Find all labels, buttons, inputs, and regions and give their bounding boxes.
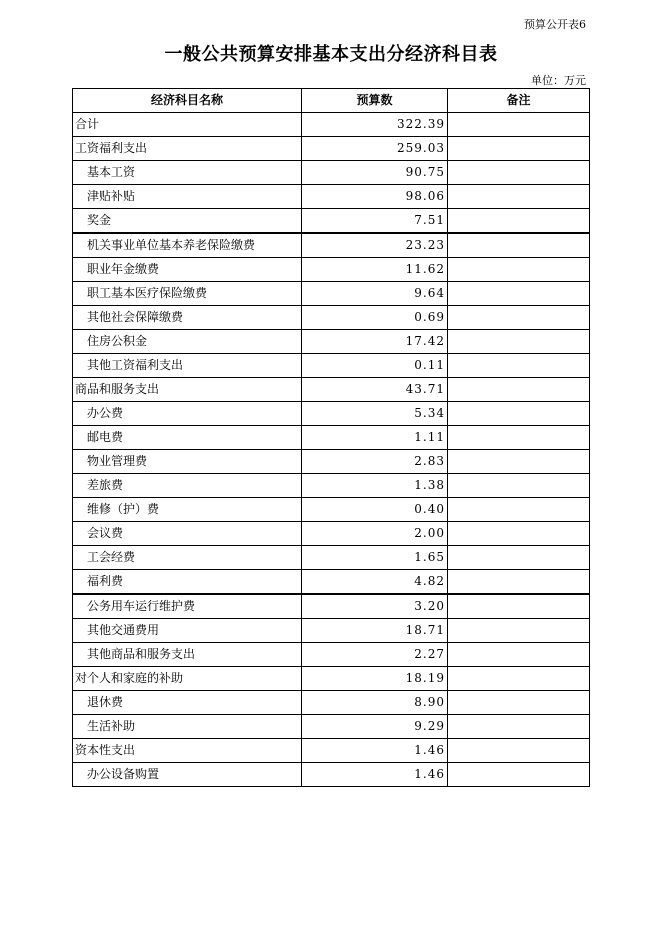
row-amount: 43.71 (302, 378, 448, 402)
row-note (448, 498, 590, 522)
column-header-amount: 预算数 (302, 89, 448, 113)
row-note (448, 594, 590, 619)
table-row (73, 330, 590, 354)
row-amount: 1.46 (302, 763, 448, 787)
row-note (448, 643, 590, 667)
row-amount: 2.83 (302, 450, 448, 474)
row-note (448, 619, 590, 643)
table-row (73, 450, 590, 474)
row-name: 基本工资 (73, 161, 302, 185)
column-header-note: 备注 (448, 89, 590, 113)
row-note (448, 763, 590, 787)
column-header-name: 经济科目名称 (73, 89, 302, 113)
table-row (73, 522, 590, 546)
table-row (73, 233, 590, 258)
table-row (73, 282, 590, 306)
table-row (73, 739, 590, 763)
row-note (448, 570, 590, 595)
row-name: 职业年金缴费 (73, 258, 302, 282)
row-amount: 0.11 (302, 354, 448, 378)
row-name: 物业管理费 (73, 450, 302, 474)
row-amount: 1.46 (302, 739, 448, 763)
row-amount: 98.06 (302, 185, 448, 209)
row-note (448, 378, 590, 402)
row-note (448, 691, 590, 715)
unit-label: 单位：万元 (531, 74, 586, 87)
row-name: 办公设备购置 (73, 763, 302, 787)
row-note (448, 137, 590, 161)
row-note (448, 306, 590, 330)
table-row (73, 498, 590, 522)
table-row (73, 209, 590, 234)
row-amount: 1.11 (302, 426, 448, 450)
row-amount: 9.64 (302, 282, 448, 306)
row-amount: 23.23 (302, 233, 448, 258)
row-amount: 0.40 (302, 498, 448, 522)
row-name: 奖金 (73, 209, 302, 234)
table-row (73, 306, 590, 330)
row-amount: 322.39 (302, 113, 448, 137)
table-row (73, 113, 590, 137)
table-row (73, 378, 590, 402)
row-note (448, 233, 590, 258)
table-row (73, 426, 590, 450)
row-note (448, 209, 590, 234)
row-name: 办公费 (73, 402, 302, 426)
row-note (448, 522, 590, 546)
row-name: 会议费 (73, 522, 302, 546)
row-amount: 5.34 (302, 402, 448, 426)
row-name: 机关事业单位基本养老保险缴费 (73, 233, 302, 258)
row-name: 其他社会保障缴费 (73, 306, 302, 330)
row-name: 其他商品和服务支出 (73, 643, 302, 667)
row-amount: 0.69 (302, 306, 448, 330)
table-row (73, 185, 590, 209)
row-name: 其他工资福利支出 (73, 354, 302, 378)
table-row (73, 594, 590, 619)
row-note (448, 402, 590, 426)
row-amount: 2.27 (302, 643, 448, 667)
row-note (448, 450, 590, 474)
budget-table (72, 88, 590, 787)
row-name: 资本性支出 (73, 739, 302, 763)
row-name: 职工基本医疗保险缴费 (73, 282, 302, 306)
row-amount: 11.62 (302, 258, 448, 282)
table-row (73, 402, 590, 426)
table-row (73, 161, 590, 185)
table-row (73, 619, 590, 643)
row-name: 工资福利支出 (73, 137, 302, 161)
document-code: 预算公开表6 (524, 18, 586, 31)
row-name: 福利费 (73, 570, 302, 595)
row-amount: 3.20 (302, 594, 448, 619)
row-name: 邮电费 (73, 426, 302, 450)
row-note (448, 330, 590, 354)
table-row (73, 691, 590, 715)
row-note (448, 113, 590, 137)
table-header-row (73, 89, 590, 113)
row-note (448, 354, 590, 378)
row-name: 维修（护）费 (73, 498, 302, 522)
row-note (448, 282, 590, 306)
row-amount: 9.29 (302, 715, 448, 739)
row-note (448, 426, 590, 450)
row-name: 合计 (73, 113, 302, 137)
row-note (448, 667, 590, 691)
row-name: 商品和服务支出 (73, 378, 302, 402)
row-amount: 1.38 (302, 474, 448, 498)
row-name: 其他交通费用 (73, 619, 302, 643)
table-row (73, 570, 590, 595)
table-row (73, 474, 590, 498)
row-note (448, 258, 590, 282)
row-amount: 4.82 (302, 570, 448, 595)
row-name: 退休费 (73, 691, 302, 715)
row-note (448, 739, 590, 763)
row-amount: 259.03 (302, 137, 448, 161)
table-row (73, 258, 590, 282)
table-row (73, 763, 590, 787)
row-name: 住房公积金 (73, 330, 302, 354)
table-row (73, 546, 590, 570)
row-note (448, 715, 590, 739)
row-name: 生活补助 (73, 715, 302, 739)
row-name: 对个人和家庭的补助 (73, 667, 302, 691)
table-row (73, 354, 590, 378)
row-amount: 8.90 (302, 691, 448, 715)
row-note (448, 185, 590, 209)
row-amount: 2.00 (302, 522, 448, 546)
row-amount: 7.51 (302, 209, 448, 234)
row-amount: 1.65 (302, 546, 448, 570)
row-name: 津贴补贴 (73, 185, 302, 209)
row-name: 公务用车运行维护费 (73, 594, 302, 619)
row-note (448, 546, 590, 570)
table-row (73, 667, 590, 691)
row-note (448, 161, 590, 185)
row-amount: 18.19 (302, 667, 448, 691)
row-amount: 18.71 (302, 619, 448, 643)
table-row (73, 137, 590, 161)
table-row (73, 715, 590, 739)
row-name: 差旅费 (73, 474, 302, 498)
row-name: 工会经费 (73, 546, 302, 570)
row-amount: 17.42 (302, 330, 448, 354)
table-row (73, 643, 590, 667)
page-title: 一般公共预算安排基本支出分经济科目表 (164, 44, 498, 65)
row-amount: 90.75 (302, 161, 448, 185)
row-note (448, 474, 590, 498)
